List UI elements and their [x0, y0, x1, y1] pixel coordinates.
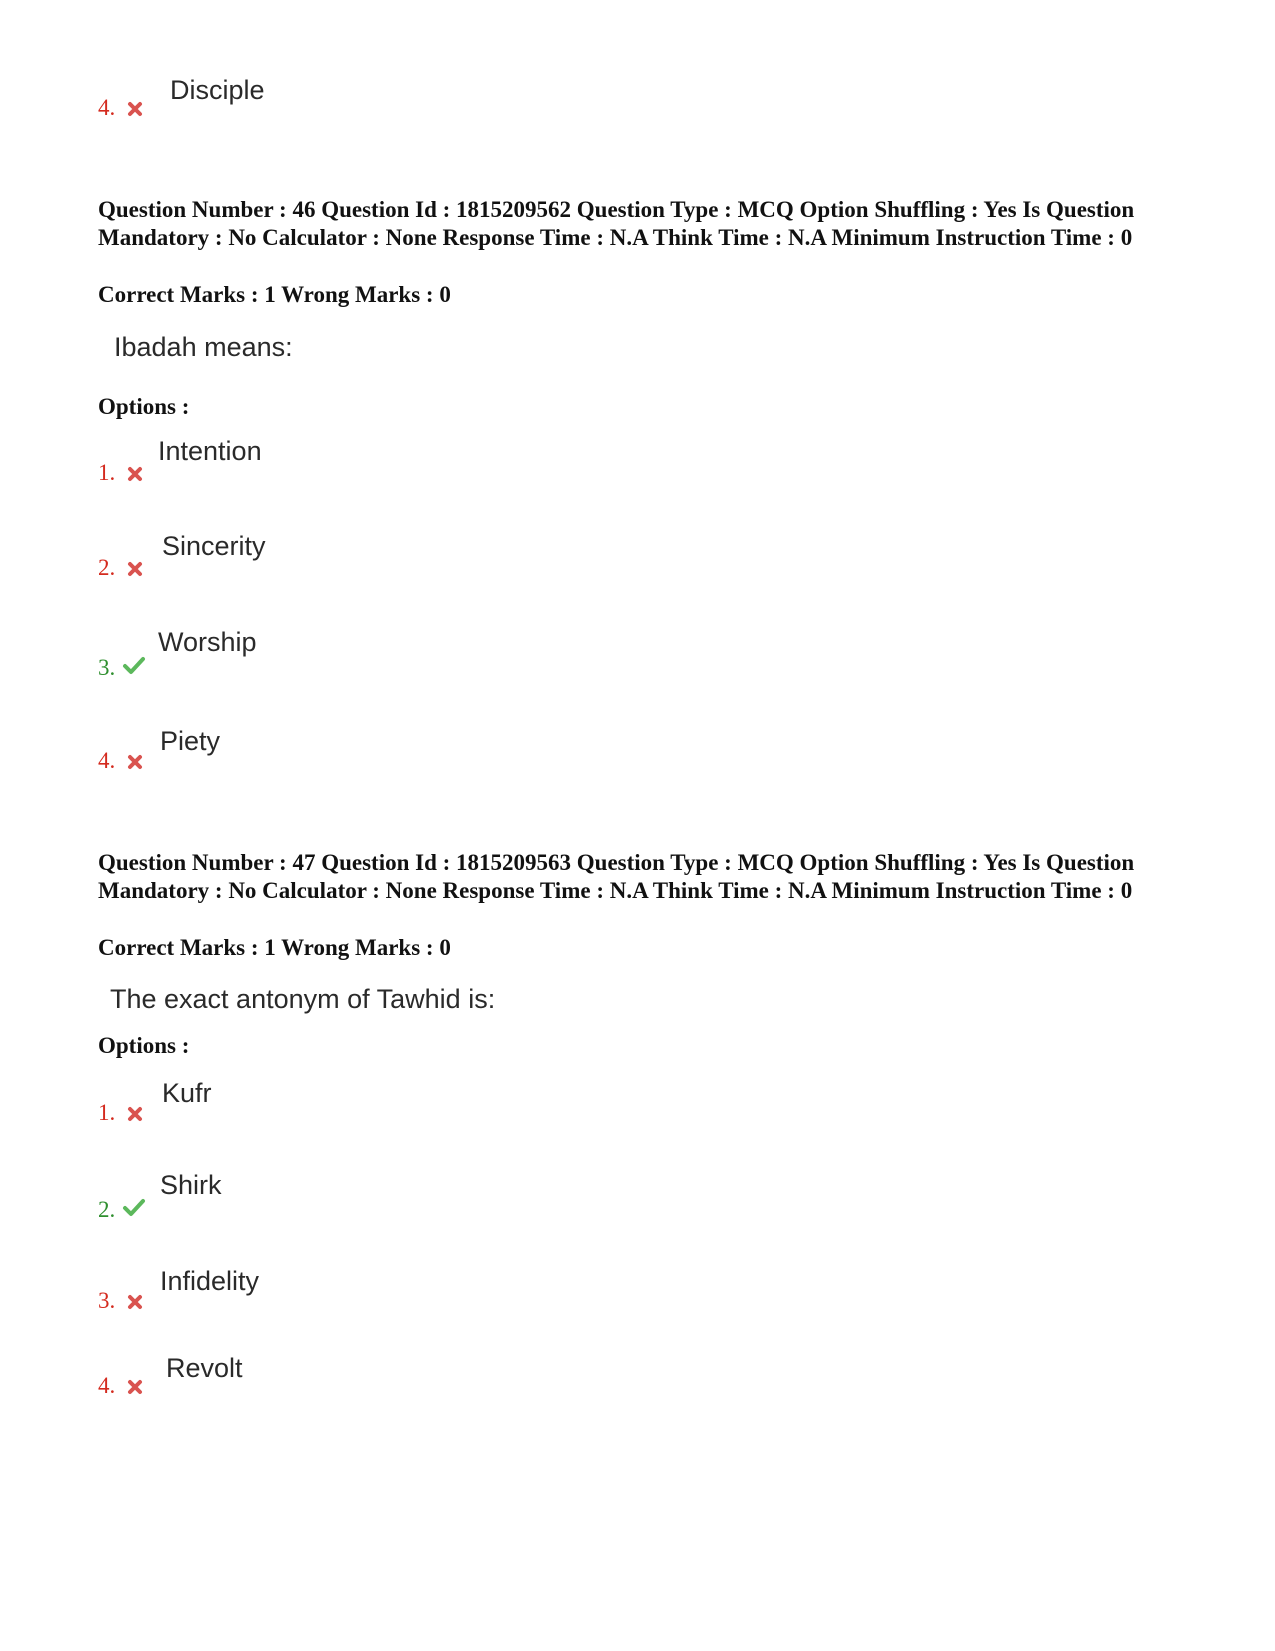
- question-marks: Correct Marks : 1 Wrong Marks : 0: [98, 935, 451, 960]
- options-label: Options :: [98, 1033, 190, 1058]
- wrong-x-icon: [126, 1293, 144, 1311]
- option-text: Worship: [158, 627, 257, 657]
- option-text: Revolt: [166, 1353, 243, 1383]
- option-text: Kufr: [162, 1078, 212, 1108]
- option-number: 4.: [98, 95, 116, 120]
- wrong-x-icon: [126, 560, 144, 578]
- option-number: 1.: [98, 460, 116, 485]
- wrong-x-icon: [126, 100, 144, 118]
- option-number: 3.: [98, 1288, 116, 1313]
- option-number: 2.: [98, 555, 116, 580]
- question-meta: Question Number : 46 Question Id : 1815209562 Question Type : MCQ Option Shuffling : Yes Is Question Mandatory : No Calculator : None Response Time : N.A Think Time : N.A Minimum Instruction Time : 0: [98, 197, 1135, 250]
- option-text: Infidelity: [160, 1266, 260, 1296]
- question-meta: Question Number : 47 Question Id : 1815209563 Question Type : MCQ Option Shuffling : Yes Is Question Mandatory : No Calculator : None Response Time : N.A Think Time : N.A Minimum Instruction Time : 0: [98, 850, 1135, 903]
- question-text: Ibadah means:: [114, 332, 293, 362]
- option-text: Piety: [160, 726, 221, 756]
- wrong-x-icon: [126, 753, 144, 771]
- correct-check-icon: [122, 1198, 146, 1218]
- option-text: Disciple: [170, 75, 265, 105]
- option-text: Intention: [158, 436, 262, 466]
- wrong-x-icon: [126, 465, 144, 483]
- option-number: 2.: [98, 1197, 116, 1222]
- correct-check-icon: [122, 656, 146, 676]
- option-text: Sincerity: [162, 531, 266, 561]
- question-text: The exact antonym of Tawhid is:: [110, 984, 496, 1014]
- question-marks: Correct Marks : 1 Wrong Marks : 0: [98, 282, 451, 307]
- option-text: Shirk: [160, 1170, 222, 1200]
- option-number: 3.: [98, 655, 116, 680]
- option-number: 4.: [98, 748, 116, 773]
- wrong-x-icon: [126, 1378, 144, 1396]
- wrong-x-icon: [126, 1105, 144, 1123]
- options-label: Options :: [98, 394, 190, 419]
- option-number: 4.: [98, 1373, 116, 1398]
- option-number: 1.: [98, 1100, 116, 1125]
